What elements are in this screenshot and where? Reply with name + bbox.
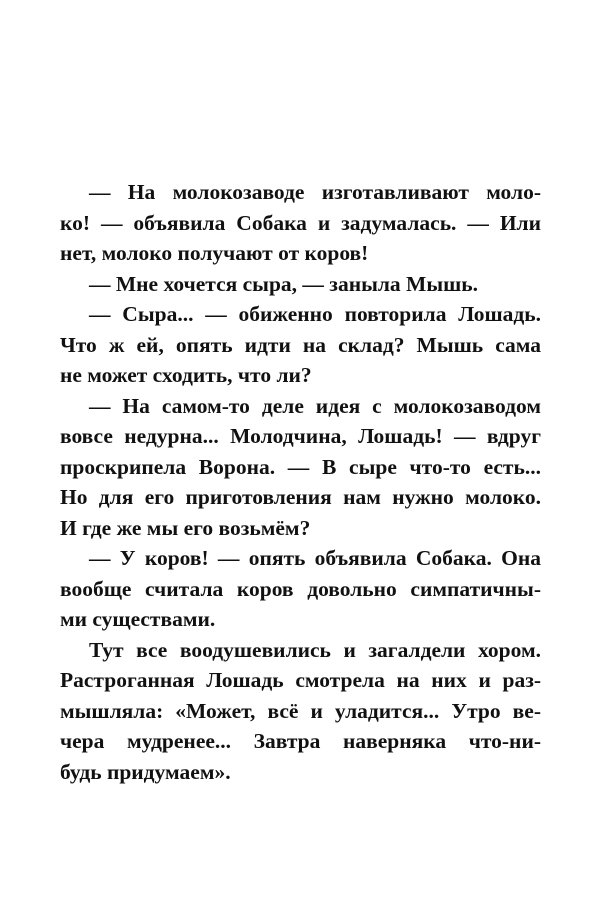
text-line: Растроганная Лошадь смотрела на них и раз- <box>60 668 541 692</box>
text-line: вовсе недурна... Молодчина, Лошадь! — вдруг <box>60 424 541 448</box>
text-line: ко! — объявила Собака и задумалась. — Или <box>60 210 541 235</box>
text-line: И где же мы его возьмём? <box>60 515 311 540</box>
text-line: — Мне хочется сыра, — заныла Мышь. <box>89 271 479 296</box>
text-line: будь придумаем». <box>60 759 231 784</box>
text-line: нет, молоко получают от коров! <box>60 241 369 265</box>
text-line: вообще считала коров довольно симпатичны- <box>60 576 541 601</box>
text-line: — На самом-то деле идея с молокозаводом <box>89 393 541 418</box>
text-line: — На молокозаводе изготавливают моло- <box>89 180 541 204</box>
text-line: чера мудренее... Завтра наверняка что-ни- <box>60 729 541 753</box>
text-line: ми существами. <box>60 607 216 631</box>
text-line: Тут все воодушевились и загалдели хором. <box>89 637 541 662</box>
text-line: — Сыра... — обиженно повторила Лошадь. <box>89 302 541 326</box>
text-line: Что ж ей, опять идти на склад? Мышь сама <box>60 332 541 357</box>
text-line: не может сходить, что ли? <box>60 363 312 387</box>
text-line: проскрипела Ворона. — В сыре что-то есть... <box>60 454 541 479</box>
text-line: мышляла: «Может, всё и уладится... Утро ве- <box>60 698 541 723</box>
text-line: Но для его приготовления нам нужно молоко. <box>60 485 541 509</box>
body-text <box>60 177 541 787</box>
text-line: — У коров! — опять объявила Собака. Она <box>89 546 541 570</box>
